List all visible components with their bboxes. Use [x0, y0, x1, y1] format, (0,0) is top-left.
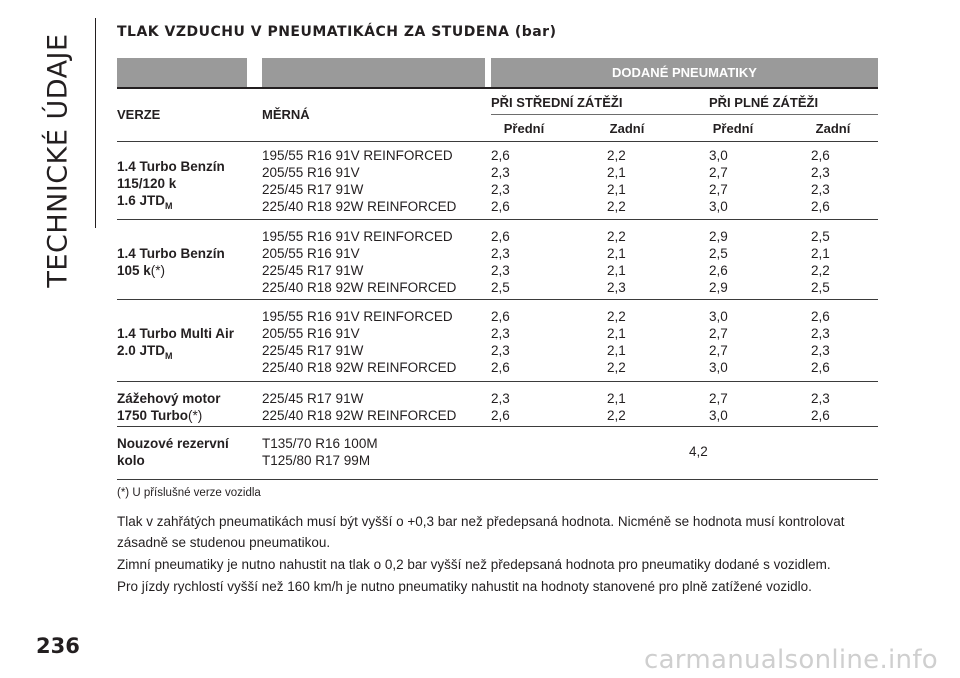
pressure-medium-front	[491, 147, 510, 215]
version-line: Zážehový motor	[117, 391, 221, 406]
pressure-value: 2,7	[709, 165, 728, 180]
pressure-value: 2,9	[709, 229, 728, 244]
pressure-value: 2,6	[491, 229, 510, 244]
row-divider	[117, 381, 878, 382]
header-bottom-rule	[117, 141, 878, 142]
pressure-full-front	[709, 147, 728, 215]
pressure-value: 2,1	[607, 391, 626, 406]
header-band-left	[117, 58, 247, 87]
side-section-title-text: TECHNICKÉ ÚDAJE	[42, 32, 74, 288]
version-line: 1.4 Turbo Multi Air	[117, 326, 234, 341]
tyre-size: T125/80 R17 99M	[262, 453, 371, 468]
pressure-value: 2,3	[491, 391, 510, 406]
pressure-full-front	[709, 228, 728, 296]
tyre-size: 195/55 R16 91V REINFORCED	[262, 309, 453, 324]
version-subscript: M	[165, 201, 173, 211]
table-bottom-rule	[117, 479, 878, 480]
version-line: 1.4 Turbo Benzín	[117, 246, 225, 261]
pressure-value: 2,6	[491, 199, 510, 214]
pressure-value: 3,0	[709, 199, 728, 214]
pressure-value: 2,7	[709, 391, 728, 406]
subheader-full-rear: Zadní	[815, 121, 851, 136]
pressure-value: 2,7	[709, 343, 728, 358]
pressure-value: 2,9	[709, 280, 728, 295]
version-line: 115/120 k	[117, 176, 177, 191]
pressure-value: 2,6	[811, 360, 830, 375]
side-divider	[95, 18, 96, 228]
tyre-size: 225/45 R17 91W	[262, 343, 364, 358]
version-cell	[117, 390, 221, 424]
supplied-tyres-header	[491, 58, 878, 87]
pressure-value: 2,6	[811, 309, 830, 324]
pressure-value: 2,3	[491, 246, 510, 261]
column-header-full-load: PŘI PLNÉ ZÁTĚŽI	[709, 95, 819, 110]
pressure-value: 2,5	[811, 229, 830, 244]
pressure-value: 2,7	[709, 326, 728, 341]
header-band-middle	[262, 58, 485, 87]
side-section-title	[40, 20, 76, 300]
version-line: 1.4 Turbo Benzín	[117, 159, 225, 174]
pressure-medium-rear	[607, 228, 626, 296]
column-header-size: MĚRNÁ	[262, 107, 310, 122]
tyre-size: 195/55 R16 91V REINFORCED	[262, 229, 453, 244]
subheader-full-front: Přední	[712, 121, 754, 136]
tyre-size: 225/40 R18 92W REINFORCED	[262, 280, 457, 295]
tyre-size: 225/40 R18 92W REINFORCED	[262, 408, 457, 423]
pressure-value: 2,3	[607, 280, 626, 295]
pressure-value: 2,6	[491, 408, 510, 423]
pressure-value: 2,3	[811, 182, 830, 197]
subheader-medium-rear: Zadní	[609, 121, 645, 136]
pressure-value: 2,3	[491, 182, 510, 197]
tyre-size: 195/55 R16 91V REINFORCED	[262, 148, 453, 163]
pressure-value: 3,0	[709, 408, 728, 423]
note-paragraph: Pro jízdy rychlostí vyšší než 160 km/h je nutno pneumatiky nahustit na hodnoty stanovené pro plně zatížené vozidlo.	[117, 579, 812, 594]
tyre-size-cell	[262, 435, 378, 469]
pressure-medium-front	[491, 228, 510, 296]
note-paragraph: Zimní pneumatiky je nutno nahustit na tlak o 0,2 bar vyšší než předepsaná hodnota pro pneumatiky dodané s vozidlem.	[117, 557, 831, 572]
pressure-value: 2,1	[607, 246, 626, 261]
tyre-size: 225/45 R17 91W	[262, 391, 364, 406]
pressure-value: 2,2	[607, 408, 626, 423]
pressure-value: 2,1	[607, 165, 626, 180]
pressure-value: 2,1	[811, 246, 830, 261]
tyre-size: 225/40 R18 92W REINFORCED	[262, 199, 457, 214]
pressure-full-front	[709, 390, 728, 424]
pressure-value: 2,3	[811, 165, 830, 180]
tyre-size: 205/55 R16 91V	[262, 165, 360, 180]
tyre-size-cell	[262, 390, 456, 424]
pressure-value: 2,3	[811, 326, 830, 341]
version-line: 1750 Turbo(*)	[117, 408, 203, 423]
pressure-medium-rear	[607, 390, 626, 424]
spare-wheel-label	[117, 435, 229, 469]
pressure-value: 2,2	[607, 309, 626, 324]
column-header-version: VERZE	[117, 107, 161, 122]
pressure-value: 2,5	[491, 280, 510, 295]
table-heading: TLAK VZDUCHU V PNEUMATIKÁCH ZA STUDENA (bar)	[117, 24, 557, 40]
version-line: Nouzové rezervní	[117, 436, 229, 451]
pressure-value: 3,0	[709, 309, 728, 324]
pressure-value: 2,1	[607, 326, 626, 341]
version-line: 1.6 $JTD_M$	[117, 193, 173, 211]
pressure-value: 3,0	[709, 360, 728, 375]
pressure-value: 2,1	[607, 343, 626, 358]
row-divider	[117, 219, 878, 220]
tyre-size-cell	[262, 147, 456, 215]
version-note: (*)	[150, 263, 166, 278]
version-cell	[117, 158, 225, 211]
pressure-value: 2,5	[811, 280, 830, 295]
note-paragraph: Tlak v zahřátých pneumatikách musí být vyšší o +0,3 bar než předepsaná hodnota. Nicméně se hodnota musí kontrolovat zásadně se studenou pneumatikou.	[117, 514, 845, 550]
pressure-value: 2,2	[607, 148, 626, 163]
pressure-value: 3,0	[709, 148, 728, 163]
pressure-value: 2,2	[811, 263, 830, 278]
pressure-value: 2,1	[607, 263, 626, 278]
pressure-medium-rear	[607, 147, 626, 215]
pressure-value: 2,6	[491, 309, 510, 324]
pressure-value: 2,2	[607, 360, 626, 375]
pressure-value: 2,6	[811, 408, 830, 423]
pressure-value: 2,1	[607, 182, 626, 197]
version-cell	[117, 245, 225, 279]
pressure-medium-rear	[607, 308, 626, 376]
pressure-value: 2,3	[491, 343, 510, 358]
pressure-full-front	[709, 308, 728, 376]
group-header-divider	[491, 114, 878, 115]
pressure-full-rear	[811, 308, 830, 376]
tyre-size: 205/55 R16 91V	[262, 326, 360, 341]
pressure-full-rear	[811, 147, 830, 215]
spare-wheel-pressure: 4,2	[689, 444, 708, 459]
tyre-size-cell	[262, 308, 456, 376]
version-line: kolo	[117, 453, 145, 468]
pressure-value: 2,6	[811, 199, 830, 214]
pressure-value: 2,6	[811, 148, 830, 163]
pressure-medium-front	[491, 390, 510, 424]
row-divider	[117, 426, 878, 427]
tyre-size: 205/55 R16 91V	[262, 246, 360, 261]
column-header-medium-load: PŘI STŘEDNÍ ZÁTĚŽI	[491, 95, 623, 110]
version-line: 105 k(*)	[117, 263, 166, 278]
pressure-value: 2,7	[709, 182, 728, 197]
tyre-size: T135/70 R16 100M	[262, 436, 378, 451]
pressure-value: 2,3	[491, 326, 510, 341]
pressure-value: 2,6	[491, 360, 510, 375]
pressure-value: 2,3	[491, 263, 510, 278]
tyre-size: 225/45 R17 91W	[262, 263, 364, 278]
tyre-size: 225/40 R18 92W REINFORCED	[262, 360, 457, 375]
page-number: 236	[36, 634, 80, 658]
pressure-value: 2,5	[709, 246, 728, 261]
tyre-size-cell	[262, 228, 456, 296]
row-divider	[117, 299, 878, 300]
version-cell	[117, 325, 234, 361]
supplied-tyres-label: DODANÉ PNEUMATIKY	[612, 65, 757, 80]
pressure-value: 2,6	[709, 263, 728, 278]
pressure-value: 2,3	[491, 165, 510, 180]
pressure-value: 2,3	[811, 343, 830, 358]
watermark: carmanualsonline.info	[643, 645, 938, 675]
tyre-size: 225/45 R17 91W	[262, 182, 364, 197]
version-subscript: M	[165, 351, 173, 361]
subheader-medium-front: Přední	[503, 121, 545, 136]
version-note: (*)	[188, 408, 203, 423]
pressure-full-rear	[811, 228, 830, 296]
pressure-value: 2,2	[607, 229, 626, 244]
version-line: 2.0 $JTD_M$	[117, 343, 173, 361]
header-rule	[117, 87, 878, 89]
pressure-value: 2,2	[607, 199, 626, 214]
pressure-value: 2,3	[811, 391, 830, 406]
pressure-full-rear	[811, 390, 830, 424]
pressure-medium-front	[491, 308, 510, 376]
pressure-value: 2,6	[491, 148, 510, 163]
footnote: (*) U příslušné verze vozidla	[117, 487, 261, 499]
